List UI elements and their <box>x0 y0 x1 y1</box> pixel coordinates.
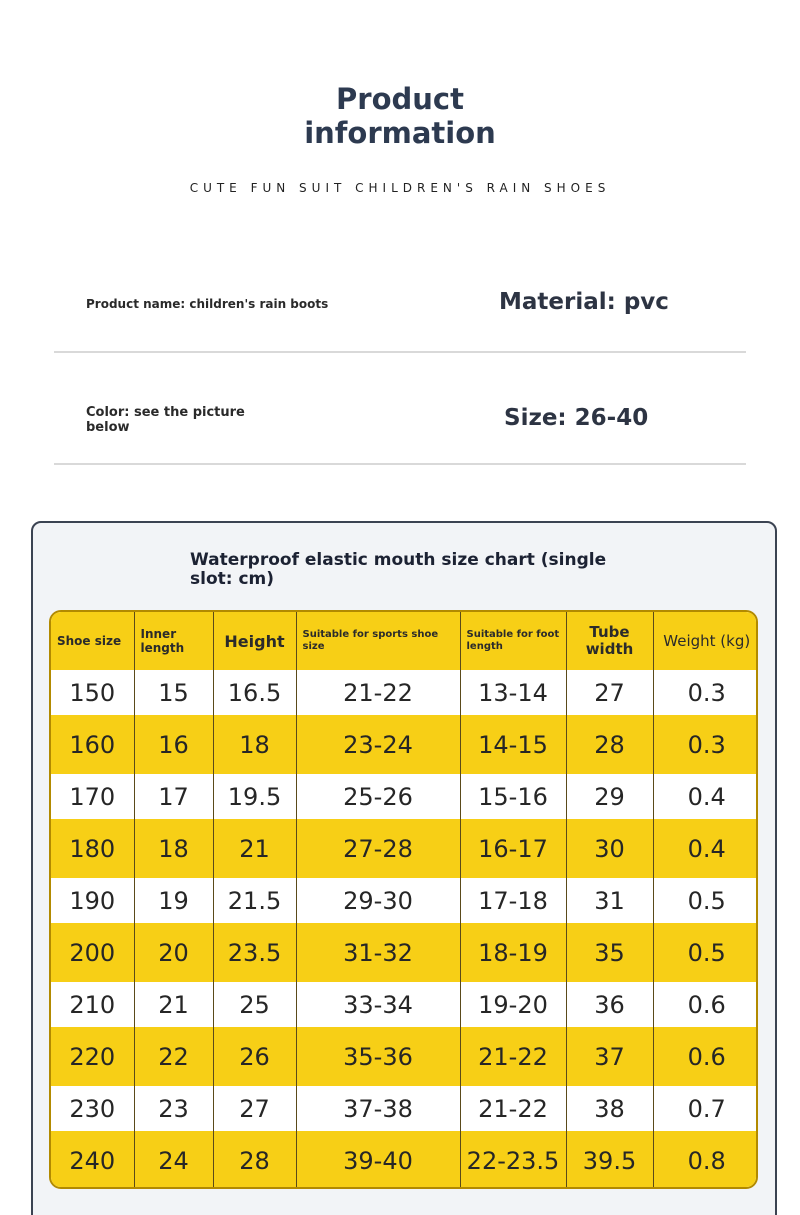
cell-height: 25 <box>213 982 296 1027</box>
page-title-line2: information <box>304 116 496 150</box>
cell-weight: 0.7 <box>687 1094 726 1123</box>
cell-tube-width: 29 <box>566 774 653 819</box>
size-text: Size: 26-40 <box>504 405 649 431</box>
cell-shoe-size: 160 <box>51 715 134 774</box>
size-chart-table <box>49 610 758 1189</box>
cell-inner-length: 15 <box>134 670 213 715</box>
cell-shoe-size: 150 <box>51 670 134 715</box>
cell-sports-shoe-size: 21-22 <box>296 670 460 715</box>
cell-sports-shoe-size: 25-26 <box>296 774 460 819</box>
cell-inner-length: 16 <box>134 715 213 774</box>
cell-height: 18 <box>213 715 296 774</box>
table-row <box>51 878 758 923</box>
table-row <box>51 1131 758 1189</box>
cell-weight: 0.4 <box>687 834 726 863</box>
cell-shoe-size: 180 <box>51 819 134 878</box>
cell-weight: 0.8 <box>687 1146 726 1175</box>
cell-weight: 0.6 <box>687 1042 726 1071</box>
header-tube-width: Tube width <box>566 612 653 670</box>
cell-inner-length: 22 <box>134 1027 213 1086</box>
table-row <box>51 982 758 1027</box>
cell-shoe-size: 200 <box>51 923 134 982</box>
cell-sports-shoe-size: 27-28 <box>296 819 460 878</box>
cell-foot-length: 17-18 <box>460 878 566 923</box>
page-title-line1: Product <box>336 82 464 116</box>
header-weight: Weight (kg) <box>663 632 751 650</box>
cell-tube-width: 31 <box>566 878 653 923</box>
size-chart-title-line1: Waterproof elastic mouth size chart (single <box>190 550 607 570</box>
cell-foot-length: 14-15 <box>460 715 566 774</box>
cell-sports-shoe-size: 29-30 <box>296 878 460 923</box>
cell-tube-width: 30 <box>566 819 653 878</box>
cell-shoe-size: 220 <box>51 1027 134 1086</box>
table-row <box>51 774 758 819</box>
table-row <box>51 670 758 715</box>
cell-shoe-size: 230 <box>51 1086 134 1131</box>
header-shoe-size: Shoe size <box>51 612 134 670</box>
cell-sports-shoe-size: 33-34 <box>296 982 460 1027</box>
cell-sports-shoe-size: 37-38 <box>296 1086 460 1131</box>
cell-sports-shoe-size: 31-32 <box>296 923 460 982</box>
cell-tube-width: 36 <box>566 982 653 1027</box>
cell-height: 23.5 <box>213 923 296 982</box>
cell-weight: 0.5 <box>687 886 726 915</box>
page-subtitle: CUTE FUN SUIT CHILDREN'S RAIN SHOES <box>189 181 611 195</box>
cell-height: 28 <box>213 1131 296 1189</box>
cell-shoe-size: 240 <box>51 1131 134 1189</box>
cell-tube-width: 37 <box>566 1027 653 1086</box>
table-row <box>51 923 758 982</box>
material-text: Material: pvc <box>499 289 669 315</box>
cell-tube-width: 28 <box>566 715 653 774</box>
cell-tube-width: 38 <box>566 1086 653 1131</box>
cell-foot-length: 21-22 <box>460 1086 566 1131</box>
cell-sports-shoe-size: 35-36 <box>296 1027 460 1086</box>
cell-weight: 0.6 <box>687 990 726 1019</box>
divider <box>54 351 746 353</box>
cell-inner-length: 19 <box>134 878 213 923</box>
cell-inner-length: 18 <box>134 819 213 878</box>
cell-height: 21.5 <box>213 878 296 923</box>
header-height: Height <box>213 612 296 670</box>
cell-tube-width: 35 <box>566 923 653 982</box>
cell-tube-width: 39.5 <box>566 1131 653 1189</box>
cell-foot-length: 18-19 <box>460 923 566 982</box>
size-chart-title <box>190 551 610 589</box>
table-row <box>51 1086 758 1131</box>
cell-inner-length: 20 <box>134 923 213 982</box>
header-foot-length: Suitable for foot length <box>460 612 566 670</box>
divider <box>54 463 746 465</box>
cell-weight: 0.3 <box>687 678 726 707</box>
page-title <box>0 82 800 150</box>
cell-shoe-size: 170 <box>51 774 134 819</box>
cell-shoe-size: 190 <box>51 878 134 923</box>
cell-height: 27 <box>213 1086 296 1131</box>
cell-foot-length: 22-23.5 <box>460 1131 566 1189</box>
cell-weight: 0.3 <box>687 730 726 759</box>
table-header-row <box>51 612 758 670</box>
product-name-text: Product name: children's rain boots <box>86 297 329 311</box>
cell-foot-length: 13-14 <box>460 670 566 715</box>
cell-tube-width: 27 <box>566 670 653 715</box>
cell-inner-length: 23 <box>134 1086 213 1131</box>
cell-foot-length: 16-17 <box>460 819 566 878</box>
cell-height: 16.5 <box>213 670 296 715</box>
header-sports-shoe-size: Suitable for sports shoe size <box>296 612 460 670</box>
table-body <box>51 670 758 1189</box>
cell-height: 19.5 <box>213 774 296 819</box>
table-row <box>51 715 758 774</box>
color-text <box>86 405 245 435</box>
header-inner-length: Inner length <box>134 612 213 670</box>
cell-height: 26 <box>213 1027 296 1086</box>
cell-foot-length: 15-16 <box>460 774 566 819</box>
cell-weight: 0.5 <box>687 938 726 967</box>
cell-inner-length: 17 <box>134 774 213 819</box>
cell-sports-shoe-size: 23-24 <box>296 715 460 774</box>
cell-inner-length: 21 <box>134 982 213 1027</box>
cell-shoe-size: 210 <box>51 982 134 1027</box>
cell-foot-length: 19-20 <box>460 982 566 1027</box>
cell-weight: 0.4 <box>687 782 726 811</box>
cell-sports-shoe-size: 39-40 <box>296 1131 460 1189</box>
color-text-line2: below <box>86 420 130 435</box>
cell-height: 21 <box>213 819 296 878</box>
table-row <box>51 819 758 878</box>
color-text-line1: Color: see the picture <box>86 405 245 420</box>
size-chart-title-line2: slot: cm) <box>190 569 275 589</box>
cell-foot-length: 21-22 <box>460 1027 566 1086</box>
table-row <box>51 1027 758 1086</box>
cell-inner-length: 24 <box>134 1131 213 1189</box>
